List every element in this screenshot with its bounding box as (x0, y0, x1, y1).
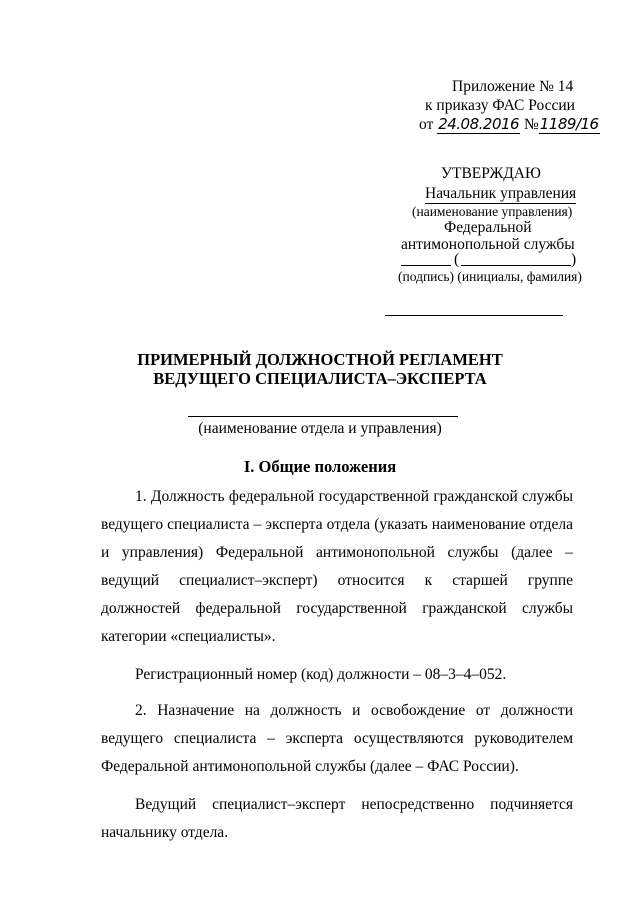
signature-hint: (подпись) (инициалы, фамилия) (398, 269, 582, 284)
title-line-1: ПРИМЕРНЫЙ ДОЛЖНОСТНОЙ РЕГЛАМЕНТ (137, 350, 503, 369)
order-reference-line: к приказу ФАС России (425, 97, 575, 114)
handwritten-date: 24.08.2016 (438, 115, 520, 133)
number-label: № (523, 116, 539, 133)
org-line-2: антимонопольной службы (401, 236, 575, 253)
paragraph-3: 2. Назначение на должность и освобождение от должности ведущего специалиста – эксперта осуществляются руководителем Федеральной антимонопольной службы (далее – ФАС России). (101, 702, 573, 775)
section-body (101, 483, 573, 857)
from-label: от (419, 116, 434, 133)
title-line-2: ВЕДУЩЕГО СПЕЦИАЛИСТА–ЭКСПЕРТА (153, 369, 487, 388)
head-title: Начальник управления (425, 185, 577, 202)
dept-name-line (188, 416, 458, 417)
date-line (385, 315, 563, 316)
dept-name-hint: (наименование отдела и управления) (198, 420, 442, 437)
signature-line (401, 265, 451, 266)
org-line-1: Федеральной (444, 219, 532, 236)
dept-hint: (наименование управления) (412, 204, 573, 219)
signature-open-paren: ( (454, 251, 460, 268)
approve-label: УТВЕРЖДАЮ (441, 165, 541, 182)
paragraph-1: 1. Должность федеральной государственной гражданской службы ведущего специалиста – эксперта отдела (указать наименование отдела и управления) Федеральной антимонопольной службы (далее – ведущий специалист–эксперт) относится к старшей группе должностей федеральной государственной гражданской службы категории «специалисты». (101, 488, 573, 645)
paragraph-4: Ведущий специалист–эксперт непосредственно подчиняется начальнику отдела. (101, 796, 573, 841)
section-heading: I. Общие положения (243, 457, 397, 476)
order-date-number-line (419, 115, 600, 134)
appendix-line: Приложение № 14 (452, 78, 574, 95)
handwritten-number: 1189/16 (539, 115, 599, 133)
name-line (461, 265, 571, 266)
paragraph-2: Регистрационный номер (код) должности – 08–3–4–052. (135, 666, 507, 683)
signature-close-paren: ) (571, 251, 577, 268)
